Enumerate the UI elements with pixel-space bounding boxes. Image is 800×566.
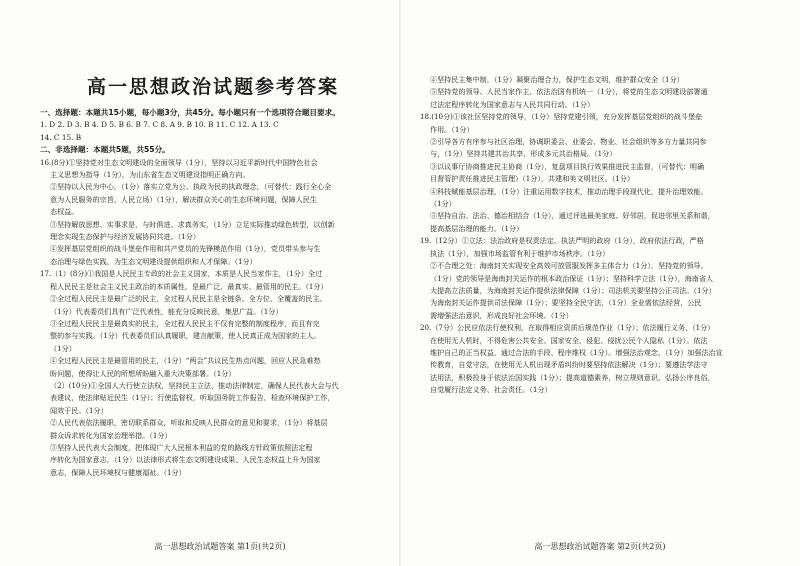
answer-line: 整的参与实践。（1分）代表委员们认真履职，建言献策，使人民真正成为国家的主人。 xyxy=(50,331,321,341)
page-2-answers xyxy=(420,74,778,397)
answer-line: 为海南封关运作提供司法保障（1分）；要坚持全民守法，（1分）全业需依法经营，公民 xyxy=(430,298,702,308)
page-1-footer: 高一思想政治试题答案 第1页(共2页) xyxy=(154,542,286,551)
answer-line: 序转化为国家意志，（1分）以法律形式将生态文明建设成果、人民生态权益上升为国家 xyxy=(50,455,321,465)
answer-line: 17.（1）(8分)①我国是人民民主专政的社会主义国家，本质是人民当家作主，（1分）全过 xyxy=(40,269,323,279)
answer-line: 闻效于民。（1分） xyxy=(50,405,108,415)
answer-line: ④发挥基层党组织的战斗堡垒作用和共产党员的先锋模范作用（1分），党员带头参与生 xyxy=(50,244,321,254)
answer-line: 需增强法治意识，形成良好社会环境。（1分） xyxy=(430,310,573,320)
page-1-answers xyxy=(40,157,386,480)
page-2 xyxy=(400,0,800,566)
section-2-heading: 二、非选择题：本题共5题，共55分。 xyxy=(40,145,170,155)
answer-line: ②不合理之处：海南封关实现安全高效可放管服发挥多主体合力（1分），坚持党的领导。 xyxy=(430,261,708,271)
answer-line: 目督管护责任推进民主管理）（1分），共建和美文明社区。（1分） xyxy=(430,174,635,184)
answer-line: 在使用无人机时，不得危害公共安全、国家安全，侵犯、侵扰公民个人隐私（1分）。依法 xyxy=(430,335,708,345)
answer-line: 态权益。 xyxy=(50,207,79,217)
choice-answers-line-1: 1. D 2. D 3. B 4. D 5. B 6. B 7. C 8. A 9. B 10. B 11. C 12. A 13. C xyxy=(40,120,279,130)
answer-line: ④全过程人民民主是最管用的民主，（1分）“两会”共议民生热点问题，回应人民急难愁 xyxy=(50,356,321,366)
page-2-footer: 高一思想政治试题答案 第2页(共2页) xyxy=(534,542,666,551)
answer-line: 意志，保障人民环境权与健康福祉。（1分） xyxy=(50,467,186,477)
answer-line: 20.（7分）公民应依法行使权利，在取得相应资质后规范作业（1分）；依法履行义务，（1分） xyxy=(420,323,715,333)
document-title: 高一思想政治试题参考答案 xyxy=(86,76,339,98)
answer-line: 传教育，自觉守法，在使用无人机出现矛盾纠纷时要坚持依法解决（1分）；要遵法学法守 xyxy=(430,360,708,370)
answer-line: （1分） xyxy=(430,199,456,209)
answer-line: ②引导各方有序参与社区治理，协调职委会、业委会、物业、社会组织等多方力量共同参 xyxy=(430,137,707,147)
answer-line: ③坚持人民代表大会制度，把体现广大人民根本利益的党的路线方针政策依照法定程 xyxy=(50,442,313,452)
answer-line: （2）(10分)①全国人大行使立法权，坚持民主立法，推动法律制定，确保人民代表大会与代 xyxy=(50,380,339,390)
answer-line: （1分） xyxy=(50,343,76,353)
answer-line: 态治理与绿色实践，为生态文明建设提供组织和人才保障。（1分） xyxy=(50,256,257,266)
answer-line: 18.(10分)①该社区坚持党的领导，（1分）坚持党建引领，充分发挥基层党组织的战斗堡垒 xyxy=(420,112,703,122)
answer-line: 作用。（1分） xyxy=(430,124,474,134)
answer-line: 主义思想为指导（1分），为山东省生态文明建设指明正确方向。 xyxy=(50,170,250,180)
answer-line: （1分）代表委员们具有广泛代表性，能充分反映民意，集思广益。（1分） xyxy=(50,306,283,316)
answer-line: ③坚持解放思想、实事求是，与时俱进、求真务实，（1分）立足实际推动绿色转型，以创新 xyxy=(50,219,335,229)
choice-answers-line-2: 14. C 15. B xyxy=(40,132,82,142)
answer-line: 群众诉求转化为国家治理举措。（1分） xyxy=(50,430,172,440)
section-1-heading: 一、选择题：本题共15小题，每小题3分，共45分。每小题只有一个选项符合题目要求。 xyxy=(40,108,340,117)
answer-line: （1分）党的领导是海南封关运作的根本政治保证（1分）；坚持科学立法（1分），海南省人 xyxy=(430,273,714,283)
answer-line: 过法定程序转化为国家意志与人民共同行动。（1分） xyxy=(430,99,595,109)
answer-line: 法用法，积极投身于依法治国实践（1分）；提高道德素养，树立规则意识，弘扬公序良俗， xyxy=(430,372,715,382)
answer-line: 自觉履行法定义务、社会责任。（1分） xyxy=(430,385,552,395)
answer-line: 19.（12分）①立法：法治政府是权责法定、执法严明的政府（1分），政府依法行政，严格 xyxy=(420,236,704,246)
answer-line: ⑤坚持自治、法治、德治相结合（1分），通过评选最美家庭、好邻居，促进邻里关系和谐， xyxy=(430,211,715,221)
answer-line: ②坚持以人民为中心，（1分）落实立党为公、执政为民的执政理念，（可替代：践行全心全 xyxy=(50,182,332,192)
answer-line: 执法（1分），加强市场监管有利于维护市场秩序。（1分） xyxy=(430,248,610,258)
answer-line: ③以议事厅协商推进民主协商（1分），复盘项目执行效果推进民主监督，（可替代：明确 xyxy=(430,161,705,171)
answer-line: ③全过程人民民主是最真实的民主，全过程人民民主不仅有完整的制度程序，而且有完 xyxy=(50,318,320,328)
answer-line: 维护自己的正当权益，通过合法的手段、程序维权（1分）。增强法治观念，（1分）加强法治宣 xyxy=(430,347,723,357)
answer-line: 程人民民主是社会主义民主政治的本质属性，是最广泛、最真实、最管用的民主。（1分） xyxy=(50,281,328,291)
answer-line: ②全过程人民民主是最广泛的民主，全过程人民民主是全链条、全方位、全覆盖的民主。 xyxy=(50,294,327,304)
answer-line: 提高基层治理的能力。（1分） xyxy=(430,223,524,233)
answer-line: ④坚持民主集中制，（1分）凝聚治理合力，保护生态文明，维护群众安全（1分） xyxy=(430,75,684,84)
answer-line: ⑤坚持党的领导、人民当家作主、依法治国有机统一（1分），将党的生态文明建设部署通 xyxy=(430,87,708,97)
answer-line: 大提高立法质量，为海南封关运作提供法律保障（1分）；司法机关要坚持公正司法。（1分） xyxy=(430,285,716,295)
answer-line: 理念实现生态保护与经济发展协同共进。（1分） xyxy=(50,232,200,242)
answer-line: 盼问题，使得让人民的所想所盼融入重大决策部署。（1分） xyxy=(50,368,236,378)
answer-line: 与，（1分）坚持共建共治共享，形成多元共治格局。（1分） xyxy=(430,149,617,159)
answer-line: 意为人民服务的宗旨、人民立场）（1分），解决群众关心的生态环境问题，保障人民生 xyxy=(50,194,317,204)
answer-line: 16.(8分)①坚持党对生态文明建设的全面领导（1分），坚持以习近平新时代中国特色社会 xyxy=(40,157,318,167)
answer-line: ④科技赋能基层治理，（1分）注重运用数字技术，推动治理手段现代化，提升治理效能。 xyxy=(430,186,708,196)
answer-line: ②人民代表依法履职，密切联系群众，听取和反映人民群众的意见和要求，（1分）将基层 xyxy=(50,418,328,428)
answer-line: 表建议，使法律贴近民生（1分）；行使监督权，听取国务院工作报告，检查环境保护工作， xyxy=(50,393,335,403)
